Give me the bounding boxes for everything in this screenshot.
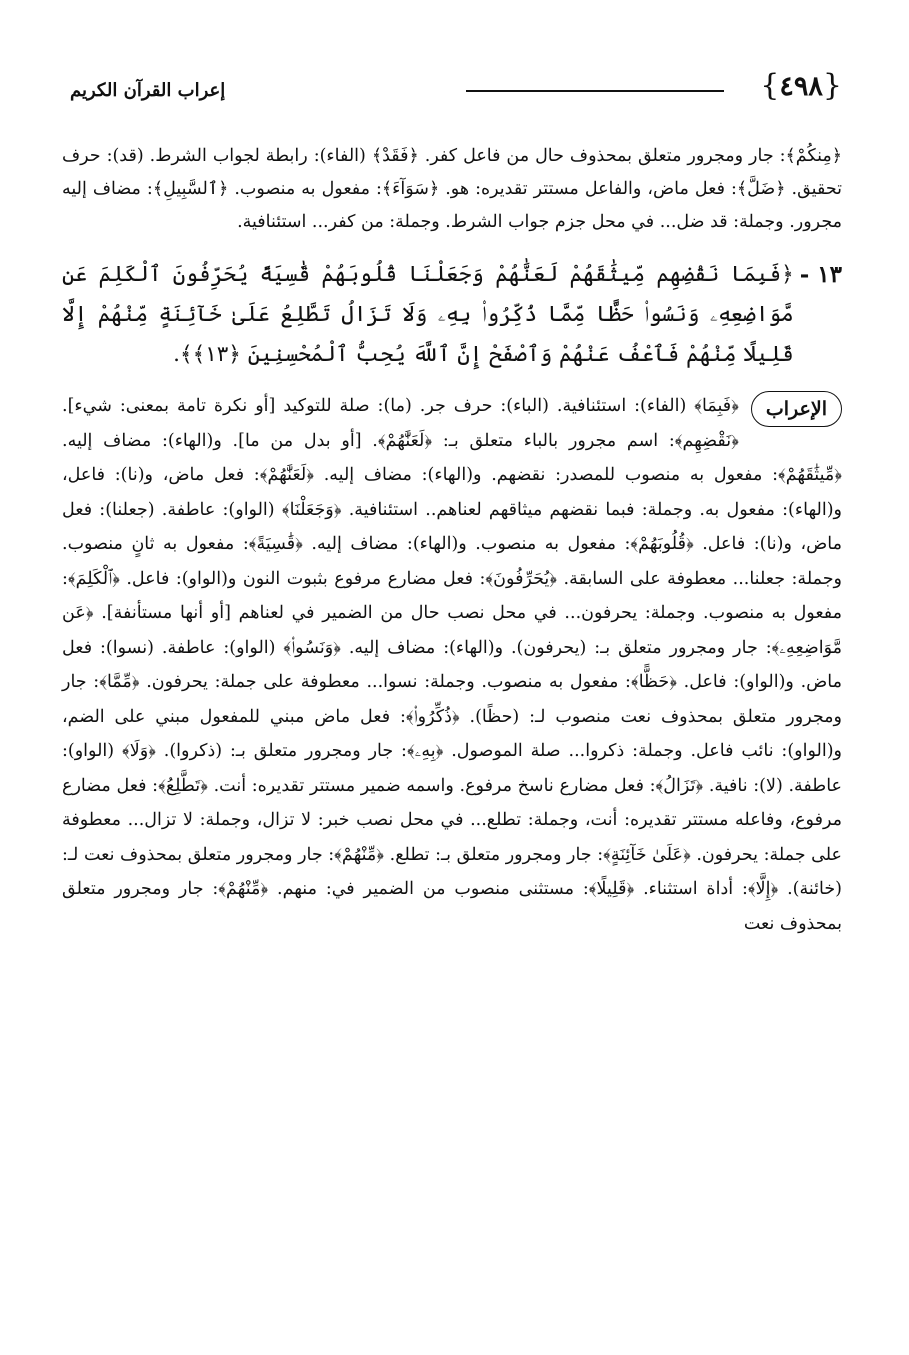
page-number: {٤٩٨} bbox=[760, 68, 842, 103]
verse-number: ١٣ - bbox=[799, 261, 842, 288]
page-number-value: ٤٩٨ bbox=[779, 71, 823, 102]
header-rule bbox=[466, 90, 724, 92]
verse-text: ﴿فَبِمَا نَقْضِهِم مِّيثَٰقَهُمْ لَعَنَّٰهُمْ وَجَعَلْنَا قُلُوبَهُمْ قَٰسِيَةً يُحَرِّفُونَ ٱلْكَلِمَ عَن مَّوَاضِعِهِۦ وَنَسُوا۟ حَظًّا مِّمَّا ذُكِّرُوا۟ بِهِۦ وَلَا تَزَالُ تَطَّلِعُ عَلَىٰ خَآئِنَةٍ مِّنْهُمْ إِلَّا قَلِيلًا مِّنْهُمْ فَٱعْفُ عَنْهُمْ وَٱصْفَحْ إِنَّ ٱللَّهَ يُحِبُّ ٱلْمُحْسِنِينَ ﴿١٣﴾﴾. bbox=[62, 262, 794, 367]
irab-text: ﴿فَبِمَا﴾ (الفاء): استئنافية. (الباء): حرف جر. (ما): صلة للتوكيد [أو نكرة تامة بمعنى: شيء]. ﴿نَقْضِهِم﴾: اسم مجرور بالباء متعلق بـ: ﴿لَعَنَّٰهُمْ﴾. [أو بدل من ما]. و(الهاء): مضاف إليه. ﴿مِّيثَٰقَهُمْ﴾: مفعول به منصوب للمصدر: نقضهم. و(الهاء): مضاف إليه. ﴿لَعَنَّٰهُمْ﴾: فعل ماض، و(نا): فاعل، و(الهاء): مفعول به. وجملة: فبما نقضهم ميثاقهم لعناهم.. استئنافية. ﴿وَجَعَلْنَا﴾ (الواو): عاطفة. (جعلنا): فعل ماض، و(نا): فاعل. ﴿قُلُوبَهُمْ﴾: مفعول به منصوب. و(الهاء): مضاف إليه. ﴿قَٰسِيَةً﴾: مفعول به ثانٍ منصوب. وجملة: جعلنا... معطوفة على السابقة. ﴿يُحَرِّفُونَ﴾: فعل مضارع مرفوع بثبوت النون و(الواو): فاعل. ﴿ٱلْكَلِمَ﴾: مفعول به منصوب. وجملة: يحرفون... في محل نصب حال من الضمير في لعناهم [أو أنها مستأنفة]. ﴿عَن مَّوَاضِعِهِۦ﴾: جار ومجرور متعلق بـ: (يحرفون). و(الهاء): مضاف إليه. ﴿وَنَسُوا۟﴾ (الواو): عاطفة. (نسوا): فعل ماض. و(الواو): فاعل. ﴿حَظًّا﴾: مفعول به منصوب. وجملة: نسوا... معطوفة على جملة: يحرفون. ﴿مِّمَّا﴾: جار ومجرور متعلق بمحذوف نعت منصوب لـ: (حظًا). ﴿ذُكِّرُوا۟﴾: فعل ماض مبني للمفعول مبني على الضم، و(الواو): نائب فاعل. وجملة: ذكروا... صلة الموصول. ﴿بِهِۦ﴾: جار ومجرور متعلق بـ: (ذكروا). ﴿وَلَا﴾ (الواو): عاطفة. (لا): نافية. ﴿تَزَالُ﴾: فعل مضارع ناسخ مرفوع. واسمه ضمير مستتر تقديره: أنت. ﴿تَطَّلِعُ﴾: فعل مضارع مرفوع، وفاعله مستتر تقديره: أنت، وجملة: تطلع... في محل نصب خبر: لا تزال، وجملة: لا تزال... معطوفة على جملة: يحرفون. ﴿عَلَىٰ خَآئِنَةٍ﴾: جار ومجرور متعلق بـ: تطلع. ﴿مِّنْهُمْ﴾: جار ومجرور متعلق بمحذوف نعت لـ: (خائنة). ﴿إِلَّا﴾: أداة استثناء. ﴿قَلِيلًا﴾: مستثنى منصوب من الضمير في: منهم. ﴿مِّنْهُمْ﴾: جار ومجرور متعلق بمحذوف نعت bbox=[62, 396, 842, 934]
book-title: إعراب القرآن الكريم bbox=[70, 80, 226, 101]
irab-section bbox=[62, 389, 842, 941]
page-header bbox=[62, 62, 842, 120]
verse-block bbox=[62, 255, 842, 375]
page bbox=[62, 62, 842, 941]
irab-label: الإعراب bbox=[751, 391, 842, 427]
intro-paragraph: ﴿مِنكُمْ﴾: جار ومجرور متعلق بمحذوف حال من فاعل كفر. ﴿فَقَدْ﴾ (الفاء): رابطة لجواب الشرط. (قد): حرف تحقيق. ﴿ضَلَّ﴾: فعل ماض، والفاعل مستتر تقديره: هو. ﴿سَوَآءَ﴾: مفعول به منصوب. ﴿ٱلسَّبِيلِ﴾: مضاف إليه مجرور. وجملة: قد ضل... في محل جزم جواب الشرط. وجملة: من كفر... استئنافية. bbox=[62, 146, 842, 232]
